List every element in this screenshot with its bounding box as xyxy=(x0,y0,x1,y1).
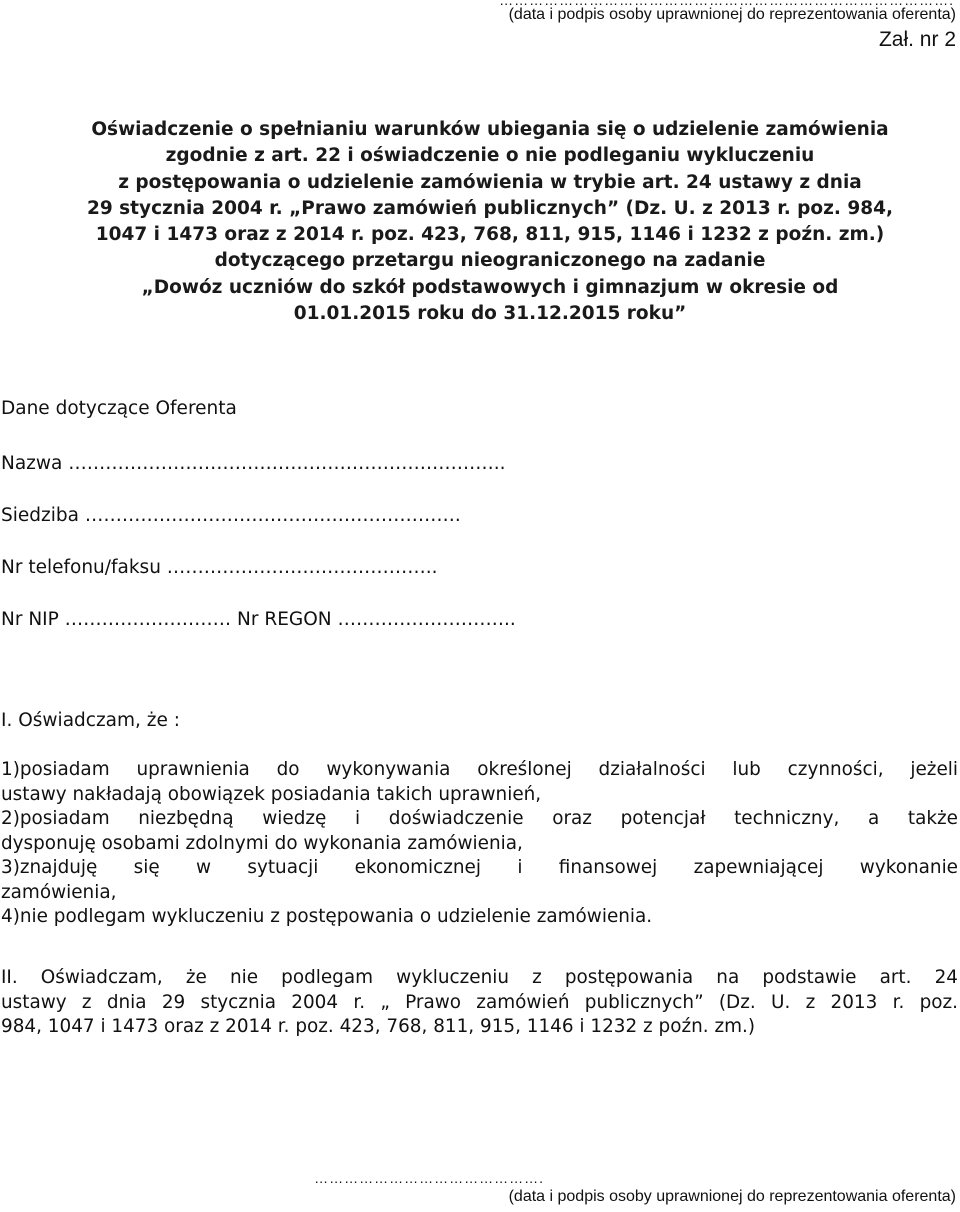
title-line: Oświadczenie o spełnianiu warunków ubiegania się o udzielenie zamówienia xyxy=(91,119,889,140)
name-field: Nazwa …………………………………………………………….. xyxy=(1,453,506,474)
title-line: 1047 i 1473 oraz z 2014 r. poz. 423, 768, 811, 915, 1146 i 1232 z poźn. zm.) xyxy=(95,224,885,246)
signature-dots-bottom: ………………………………………. xyxy=(314,1170,544,1186)
phone-field: Nr telefonu/faksu …………………………………….. xyxy=(1,557,438,578)
declaration-1-heading: I. Oświadczam, że : xyxy=(1,710,180,731)
declaration-line: II. Oświadczam, że nie podlegam wykluczeniu z postępowania na podstawie art. 24 xyxy=(1,967,958,988)
declaration-2 xyxy=(1,966,958,1040)
signature-dots-top: ………………………………………………………………………………. xyxy=(499,0,954,8)
seat-field: Siedziba ……………………………………………………. xyxy=(1,505,461,526)
title-line: dotyczącego przetargu nieograniczonego na zadanie xyxy=(214,250,766,272)
declaration-line: zamówienia, xyxy=(1,881,117,903)
declaration-line: ustawy nakładają obowiązek posiadania takich uprawnień, xyxy=(1,783,542,805)
signature-caption-top: (data i podpis osoby uprawnionej do reprezentowania oferenta) xyxy=(508,6,956,23)
title-line: 29 stycznia 2004 r. „Prawo zamówień publicznych” (Dz. U. z 2013 r. poz. 984, xyxy=(86,197,894,219)
declaration-1-list xyxy=(1,758,958,930)
nip-regon-field: Nr NIP ……………………… Nr REGON ……………………….. xyxy=(1,609,516,630)
declaration-line: 2)posiadam niezbędną wiedzę i doświadczenie oraz potencjał techniczny, a także xyxy=(1,808,958,829)
title-line: z postępowania o udzielenie zamówienia w trybie art. 24 ustawy z dnia xyxy=(118,171,862,193)
title-line: zgodnie z art. 22 i oświadczenie o nie podleganiu wykluczeniu xyxy=(165,145,815,167)
offeror-heading: Dane dotyczące Oferenta xyxy=(1,398,237,419)
declaration-line: dysponuję osobami zdolnymi do wykonania zamówienia, xyxy=(1,832,523,854)
document-title xyxy=(20,117,960,327)
title-line: 01.01.2015 roku do 31.12.2015 roku” xyxy=(293,303,687,325)
declaration-line: ustawy z dnia 29 stycznia 2004 r. „ Prawo zamówień publicznych” (Dz. U. z 2013 r. poz. xyxy=(1,991,958,1013)
attachment-number: Zał. nr 2 xyxy=(878,28,956,51)
signature-caption-bottom: (data i podpis osoby uprawnionej do reprezentowania oferenta) xyxy=(508,1188,956,1205)
declaration-line: 1)posiadam uprawnienia do wykonywania określonej działalności lub czynności, jeżeli xyxy=(1,759,958,780)
declaration-line: 4)nie podlegam wykluczeniu z postępowania o udzielenie zamówienia. xyxy=(1,906,653,927)
declaration-line: 3)znajduję się w sytuacji ekonomicznej i finansowej zapewniającej wykonanie xyxy=(1,857,958,878)
title-line: „Dowóz uczniów do szkół podstawowych i gimnazjum w okresie od xyxy=(141,276,839,298)
declaration-line: 984, 1047 i 1473 oraz z 2014 r. poz. 423, 768, 811, 915, 1146 i 1232 z poźn. zm.) xyxy=(1,1016,756,1037)
